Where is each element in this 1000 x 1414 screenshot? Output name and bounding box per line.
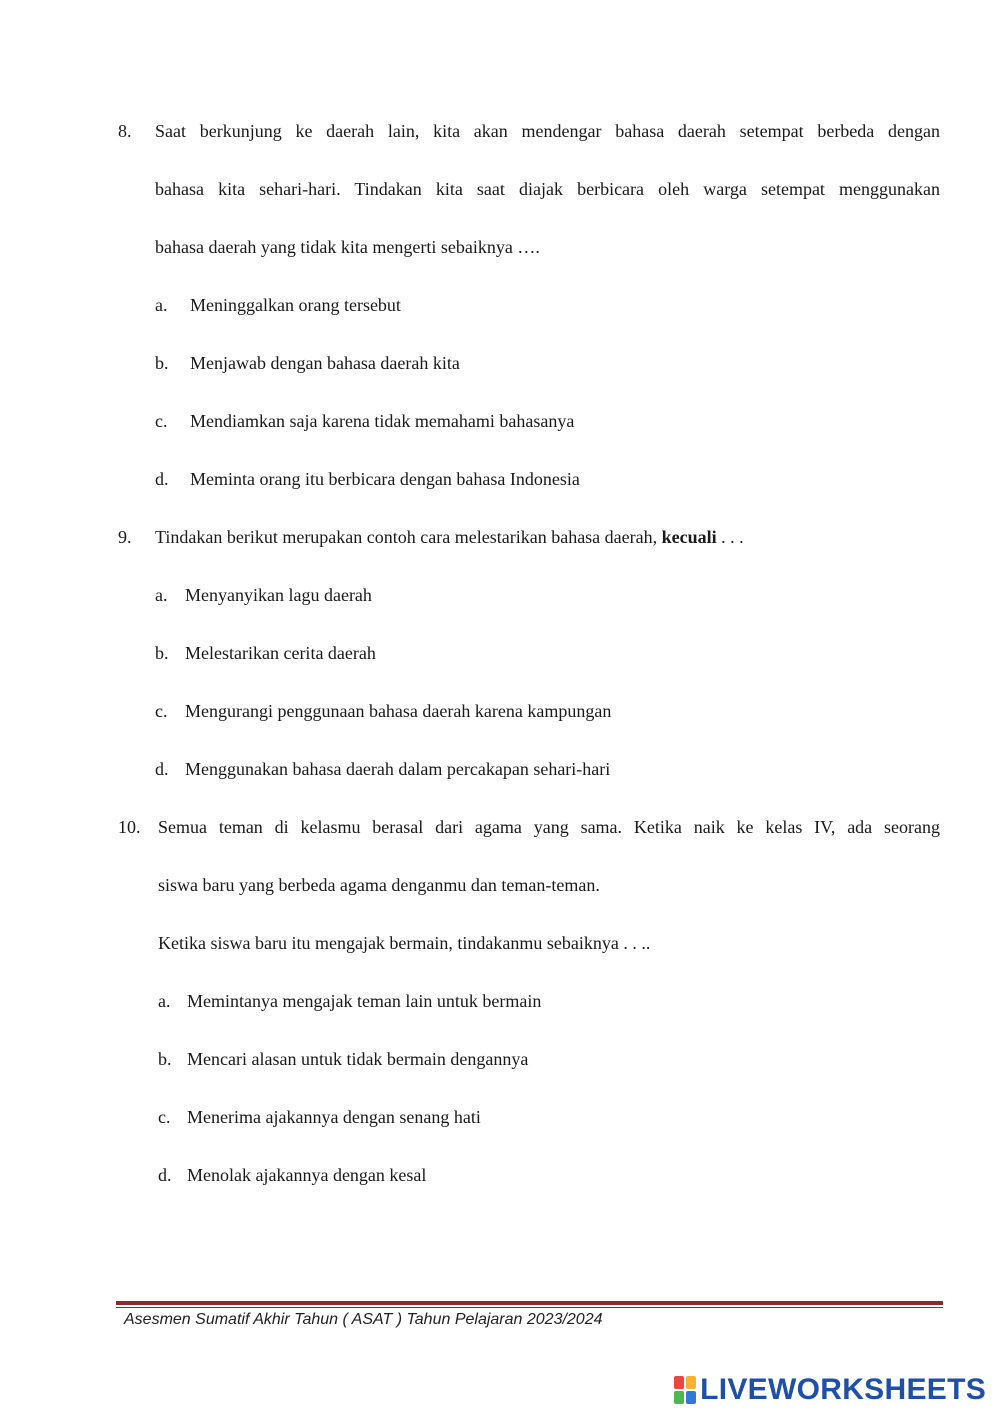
option-text: Meminta orang itu berbicara dengan bahasa Indonesia [190, 469, 580, 489]
question-8-line-1 [118, 118, 940, 144]
option-letter: d. [155, 469, 169, 489]
option-letter: d. [155, 759, 169, 779]
option-text: Menerima ajakannya dengan senang hati [187, 1107, 481, 1127]
question-text: Semua teman di kelasmu berasal dari agama yang sama. Ketika naik ke kelas IV, ada seorang [158, 817, 940, 837]
option-letter: c. [155, 411, 168, 431]
question-10-line-1 [118, 814, 940, 840]
question-10-line-2 [118, 872, 940, 898]
question-text-part: Tindakan berikut merupakan contoh cara melestarikan bahasa daerah, [155, 527, 662, 547]
option-text: Menyanyikan lagu daerah [185, 585, 372, 605]
question-text-part: . . . [716, 527, 744, 547]
option-text: Meninggalkan orang tersebut [190, 295, 401, 315]
option-letter: b. [158, 1049, 172, 1069]
footer-text: Asesmen Sumatif Akhir Tahun ( ASAT ) Tahun Pelajaran 2023/2024 [124, 1311, 603, 1328]
option-letter: a. [158, 991, 171, 1011]
option-letter: b. [155, 353, 169, 373]
footer-rule-thick [116, 1301, 943, 1305]
option-letter: a. [155, 585, 168, 605]
option-text: Menjawab dengan bahasa daerah kita [190, 353, 460, 373]
question-text: bahasa kita sehari-hari. Tindakan kita saat diajak berbicara oleh warga setempat menggunakan [155, 179, 940, 199]
question-number: 9. [118, 527, 132, 547]
logo-tile-green [674, 1391, 684, 1404]
question-text: siswa baru yang berbeda agama denganmu dan teman-teman. [158, 875, 600, 895]
logo-tile-yellow [686, 1376, 696, 1389]
question-number: 8. [118, 121, 132, 141]
option-text: Melestarikan cerita daerah [185, 643, 376, 663]
question-8-line-3 [118, 234, 940, 260]
option-letter: b. [155, 643, 169, 663]
option-text: Mendiamkan saja karena tidak memahami bahasanya [190, 411, 575, 431]
option-letter: d. [158, 1165, 172, 1185]
option-text: Memintanya mengajak teman lain untuk bermain [187, 991, 542, 1011]
logo-tile-blue [686, 1391, 696, 1404]
option-text: Mengurangi penggunaan bahasa daerah karena kampungan [185, 701, 612, 721]
liveworksheets-logo [674, 1372, 986, 1408]
question-text: Ketika siswa baru itu mengajak bermain, tindakanmu sebaiknya . . .. [158, 933, 651, 953]
question-10-line-3 [118, 930, 940, 956]
question-keyword: kecuali [661, 527, 717, 547]
question-9-line-1 [118, 524, 940, 550]
liveworksheets-wordmark: LIVEWORKSHEETS [700, 1373, 986, 1406]
logo-tile-red [674, 1376, 684, 1389]
option-letter: a. [155, 295, 168, 315]
footer-rule-thin [116, 1307, 943, 1308]
question-text [155, 524, 744, 550]
option-text: Menggunakan bahasa daerah dalam percakapan sehari-hari [185, 759, 611, 779]
question-8-line-2 [118, 176, 940, 202]
question-number: 10. [118, 817, 141, 837]
question-text: Saat berkunjung ke daerah lain, kita akan mendengar bahasa daerah setempat berbeda dengan [155, 121, 940, 141]
option-letter: c. [158, 1107, 171, 1127]
option-letter: c. [155, 701, 168, 721]
option-text: Menolak ajakannya dengan kesal [187, 1165, 427, 1185]
option-text: Mencari alasan untuk tidak bermain dengannya [187, 1049, 529, 1069]
liveworksheets-logo-icon [674, 1376, 696, 1404]
question-text: bahasa daerah yang tidak kita mengerti sebaiknya …. [155, 237, 540, 257]
